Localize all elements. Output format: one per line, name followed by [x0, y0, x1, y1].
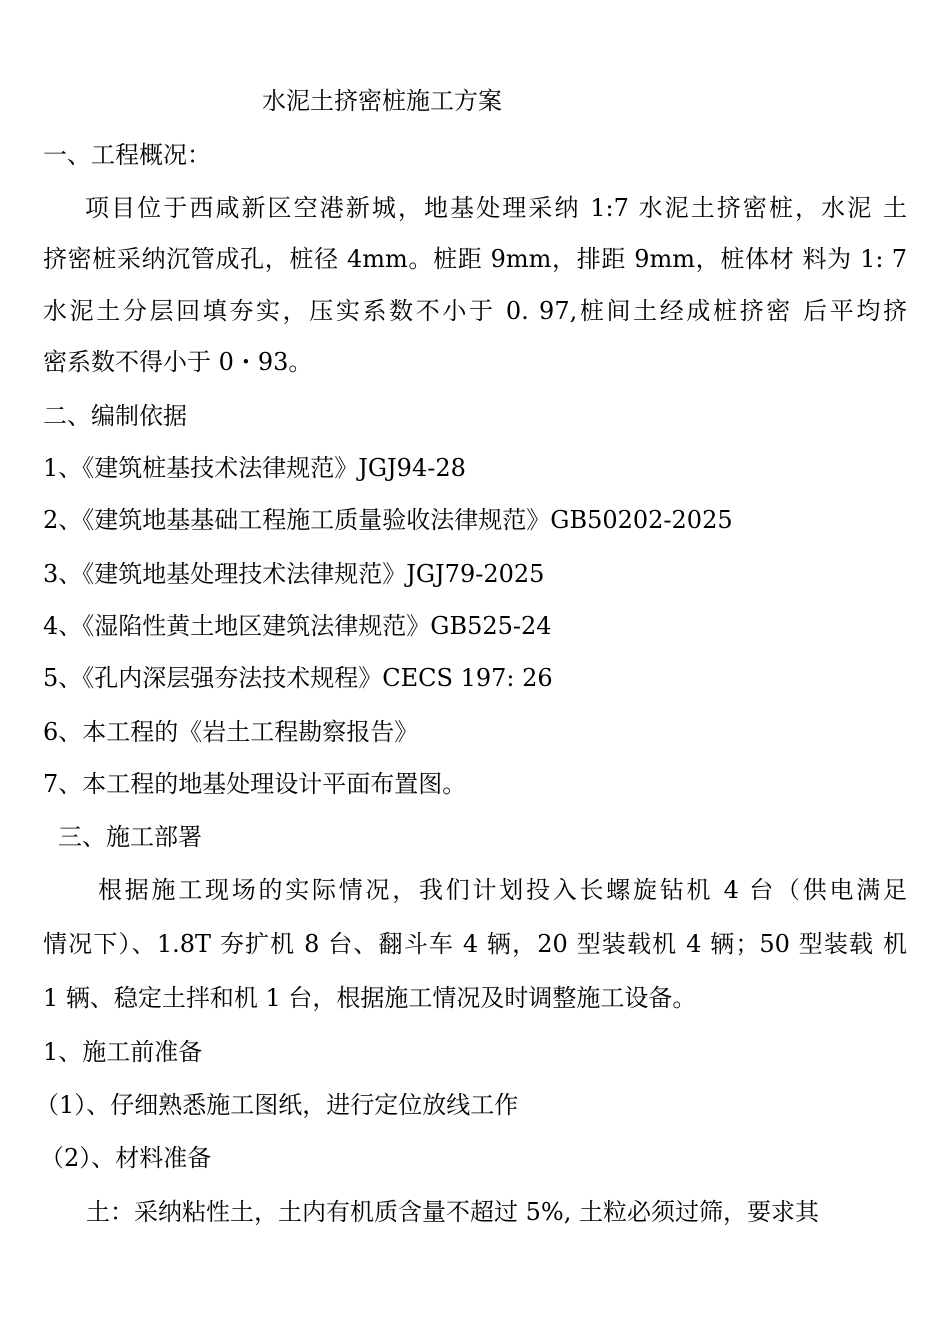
- subsection-item-1: （1）、仔细熟悉施工图纸，进行定位放线工作: [35, 1091, 519, 1119]
- reference-item-2: 2、《建筑地基基础工程施工质量验收法律规范》GB50202-2025: [43, 506, 733, 534]
- subsection-1-heading: 1、施工前准备: [43, 1038, 203, 1066]
- reference-item-6: 6、本工程的《岩土工程勘察报告》: [43, 718, 419, 746]
- document-title: 水泥土挤密桩施工方案: [262, 87, 502, 115]
- section-1-heading: 一、工程概况：: [43, 141, 211, 169]
- section-3-paragraph-line-2: 情况下）、1.8T 夯扩机 8 台、翻斗车 4 辆，20 型装载机 4 辆；50 型装载 机: [43, 930, 907, 958]
- reference-item-3: 3、《建筑地基处理技术法律规范》JGJ79-2025: [43, 560, 545, 588]
- section-3-heading: 三、施工部署: [58, 823, 202, 851]
- reference-item-7: 7、本工程的地基处理设计平面布置图。: [43, 770, 467, 798]
- section-1-paragraph-line-1: 项目位于西咸新区空港新城，地基处理采纳 1:7 水泥土挤密桩，水泥 土: [85, 194, 907, 222]
- section-1-paragraph-line-4: 密系数不得小于 0・93。: [43, 348, 313, 376]
- section-3-paragraph-line-1: 根据施工现场的实际情况，我们计划投入长螺旋钻机 4 台（供电满足: [98, 876, 907, 904]
- soil-requirement-line: 土：采纳粘性土，土内有机质含量不超过 5%, 土粒必须过筛，要求其: [86, 1198, 819, 1226]
- section-1-paragraph-line-2: 挤密桩采纳沉管成孔，桩径 4mm。桩距 9mm，排距 9mm，桩体材 料为 1: 7: [43, 245, 907, 273]
- reference-item-1: 1、《建筑桩基技术法律规范》JGJ94-28: [43, 454, 466, 482]
- subsection-item-2: （2）、材料准备: [40, 1144, 212, 1172]
- section-3-paragraph-line-3: 1 辆、稳定土拌和机 1 台，根据施工情况及时调整施工设备。: [43, 984, 697, 1012]
- section-2-heading: 二、编制依据: [43, 402, 187, 430]
- reference-item-5: 5、《孔内深层强夯法技术规程》CECS 197: 26: [43, 664, 553, 692]
- section-1-paragraph-line-3: 水泥土分层回填夯实，压实系数不小于 0. 97,桩间土经成桩挤密 后平均挤: [43, 297, 907, 325]
- reference-item-4: 4、《湿陷性黄土地区建筑法律规范》GB525-24: [43, 612, 552, 640]
